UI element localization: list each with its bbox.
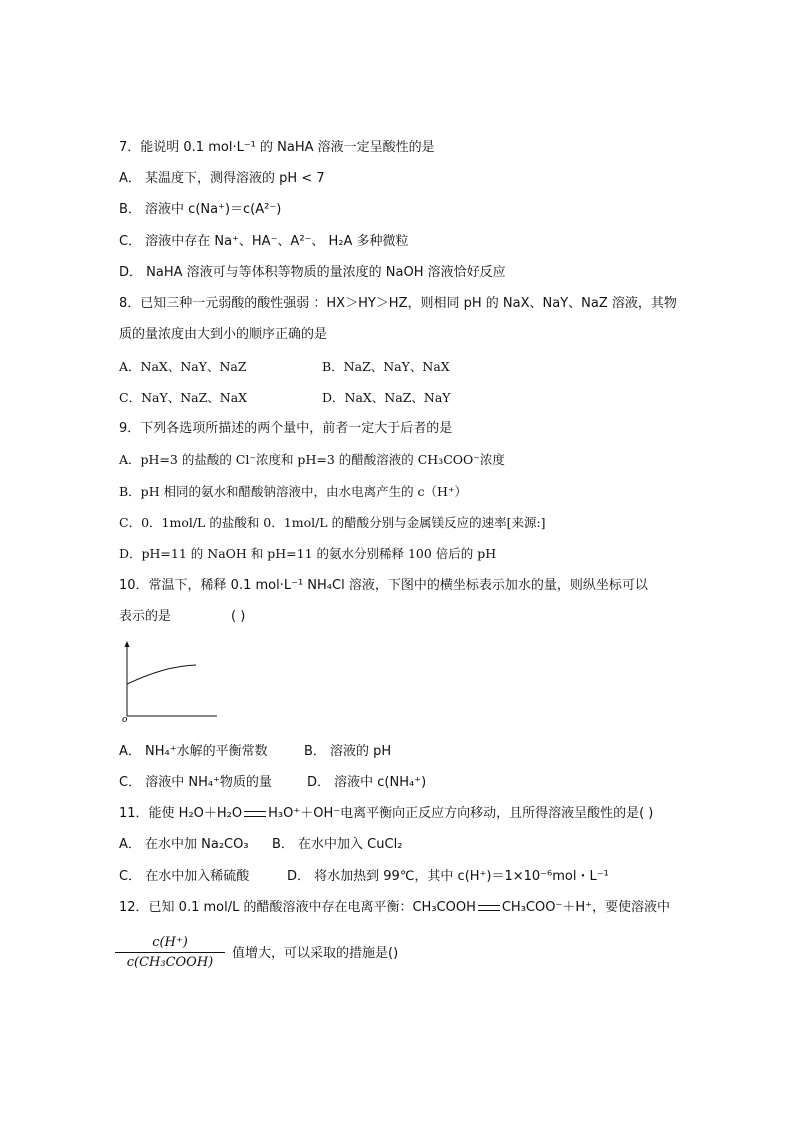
- equilibrium-arrow-icon: [478, 904, 500, 912]
- q10-stem-line2: [119, 607, 245, 627]
- q8-option-d: D．NaX、NaZ、NaY: [322, 390, 451, 405]
- q11-option-d: D． 将水加热到 99℃，其中 c(H⁺)＝1×10⁻⁶mol・L⁻¹: [287, 869, 609, 884]
- q7-option-c: C． 溶液中存在 Na⁺、HA⁻、A²⁻、 H₂A 多种微粒: [119, 234, 409, 249]
- q9-option-b: B．pH 相同的氨水和醋酸钠溶液中，由水电离产生的 c（H⁺）: [119, 484, 468, 499]
- q12-stem-pre: 12．已知 0.1 mol/L 的醋酸溶液中存在电离平衡：CH₃COOH: [119, 900, 476, 915]
- q10-graph-curve: [127, 665, 196, 684]
- q7-stem: 7．能说明 0.1 mol·L⁻¹ 的 NaHA 溶液一定呈酸性的是: [119, 140, 435, 155]
- q10-answer-paren: ( ): [231, 609, 246, 624]
- q11-stem-pre: 11．能使 H₂O＋H₂O: [119, 806, 243, 821]
- q12-fraction-denominator: c(CH₃COOH): [126, 955, 214, 970]
- q10-graph-origin-label: o: [122, 715, 128, 725]
- q10-option-c: C． 溶液中 NH₄⁺物质的量: [119, 775, 272, 790]
- q7-option-b: B． 溶液中 c(Na⁺)＝c(A²⁻): [119, 202, 282, 217]
- q8-option-b: B．NaZ、NaY、NaX: [322, 359, 450, 374]
- q9-option-d: D．pH=11 的 NaOH 和 pH=11 的氨水分别稀释 100 倍后的 pH: [119, 546, 497, 561]
- q10-option-a: A． NH₄⁺水解的平衡常数: [119, 744, 268, 759]
- q10-stem-line1: 10．常温下，稀释 0.1 mol·L⁻¹ NH₄Cl 溶液，下图中的横坐标表示加水的量，则纵坐标可以: [119, 578, 648, 593]
- q11-stem-post: H₃O⁺＋OH⁻电离平衡向正反应方向移动，且所得溶液呈酸性的是( ): [268, 806, 654, 821]
- q7-option-d: D． NaHA 溶液可与等体积等物质的量浓度的 NaOH 溶液恰好反应: [119, 265, 506, 280]
- q8-option-c: C．NaY、NaZ、NaX: [119, 390, 248, 405]
- q10-option-b: B． 溶液的 pH: [304, 744, 392, 759]
- equilibrium-arrow-icon: [244, 810, 266, 818]
- q10-graph-y-arrow: [125, 641, 130, 647]
- q10-stem-text: 表示的是: [119, 609, 172, 624]
- q11-option-a: A． 在水中加 Na₂CO₃: [119, 837, 249, 852]
- q8-stem-line2: 质的量浓度由大到小的顺序正确的是: [119, 327, 328, 342]
- q11-stem: [119, 804, 653, 824]
- q12-stem-after-fraction: 值增大，可以采取的措施是(): [232, 946, 399, 961]
- q9-stem: 9．下列各选项所描述的两个量中，前者一定大于后者的是: [119, 421, 453, 436]
- q8-stem-line1: 8．已知三种一元弱酸的酸性强弱 ：HX＞HY＞HZ，则相同 pH 的 NaX、NaY、NaZ 溶液，其物: [119, 296, 677, 311]
- q12-stem-post: CH₃COO⁻＋H⁺，要使溶液中: [501, 900, 670, 915]
- q10-option-d: D． 溶液中 c(NH₄⁺): [307, 775, 427, 790]
- q7-option-a: A． 某温度下，测得溶液的 pH < 7: [119, 171, 325, 186]
- q12-stem: [119, 898, 670, 918]
- q10-graph: [118, 640, 228, 725]
- q11-option-c: C． 在水中加入稀硫酸: [119, 869, 250, 884]
- q9-option-c: C．0．1mol/L 的盐酸和 0．1mol/L 的醋酸分别与金属镁反应的速率[来源:]: [119, 515, 546, 530]
- q9-option-a: A．pH=3 的盐酸的 Cl⁻浓度和 pH=3 的醋酸溶液的 CH₃COO⁻浓度: [119, 452, 505, 467]
- q11-option-b: B． 在水中加入 CuCl₂: [272, 837, 403, 852]
- q12-fraction-numerator: c(H⁺): [152, 935, 188, 950]
- q12-fraction: [115, 935, 225, 970]
- q8-option-a: A．NaX、NaY、NaZ: [119, 359, 247, 374]
